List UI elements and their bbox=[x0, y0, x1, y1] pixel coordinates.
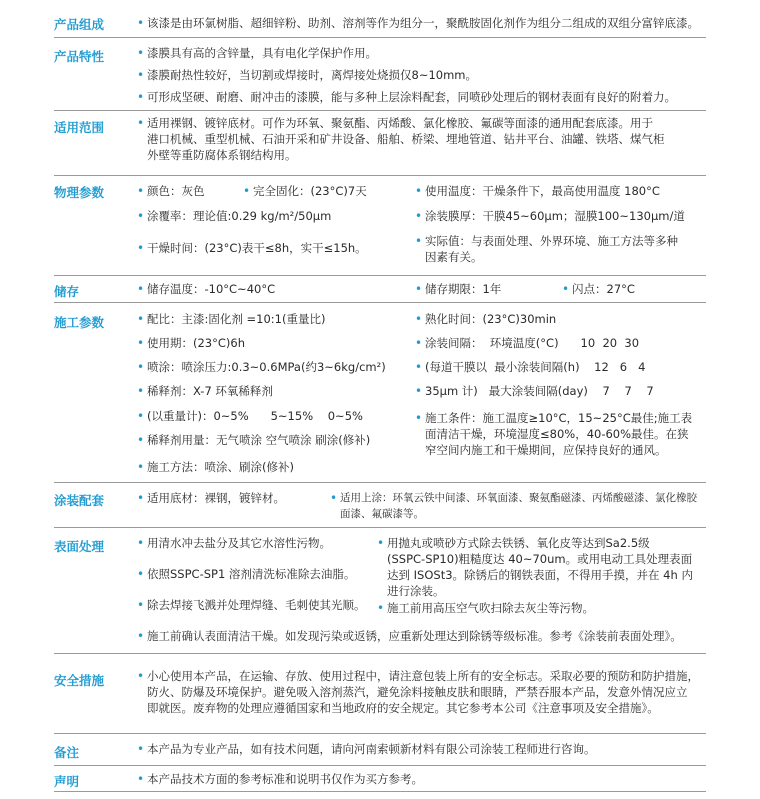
composition-item: • 该漆是由环氯树脂、超细锌粉、助剂、溶剂等作为组分一，聚酰胺固化剂作为组分二组成的双组分富锌底漆。 bbox=[147, 15, 699, 31]
application-right-item: • 熟化时间：(23°C)30min bbox=[425, 311, 556, 327]
physical-actual bbox=[425, 233, 678, 265]
section-label-scope: 适用范围 bbox=[54, 120, 105, 135]
application-left-item: • 使用期：(23°C)6h bbox=[147, 335, 245, 351]
scope-item bbox=[147, 115, 665, 163]
section-label-surface: 表面处理 bbox=[54, 539, 105, 554]
surface-confirm: • 施工前确认表面清洁干燥。如发现污染或返锈，应重新处理达到除锈等级标准。参考《涂装前表面处理》。 bbox=[147, 628, 682, 644]
surface-left-item: • 用清水冲去盐分及其它水溶性污物。 bbox=[147, 535, 331, 551]
divider bbox=[54, 37, 706, 38]
application-left-item: • 施工方法：喷涂、刷涂(修补) bbox=[147, 459, 294, 475]
physical-coverage: • 涂覆率：理论值:0.29 kg/m²/50μm bbox=[147, 208, 331, 224]
surface-blast-line: 达到 ISOSt3。除锈后的钢铁表面，不得用手摸，并在 4h 内 bbox=[387, 568, 693, 582]
divider bbox=[54, 791, 706, 792]
system-top bbox=[340, 490, 697, 522]
application-right-item: • 涂装间隔： 环境温度(°C) 10 20 30 bbox=[425, 335, 639, 351]
scope-line: 港口机械、重型机械、石油开采和矿井设备、船舶、桥梁、埋地管道、钻井平台、油罐、铁塔、煤气柜 bbox=[147, 132, 665, 146]
surface-dust: • 施工前用高压空气吹扫除去灰尘等污物。 bbox=[387, 600, 594, 616]
section-label-statement: 声明 bbox=[54, 774, 80, 789]
divider bbox=[54, 110, 706, 111]
divider bbox=[54, 275, 706, 276]
surface-left-item: • 依照SSPC-SP1 溶剂清洗标准除去油脂。 bbox=[147, 566, 355, 582]
divider bbox=[54, 765, 706, 766]
application-conditions-line: 窄空间内施工和干燥期间，应保持良好的通风。 bbox=[425, 443, 667, 457]
application-conditions bbox=[425, 410, 692, 458]
section-label-application: 施工参数 bbox=[54, 315, 105, 330]
storage-period: • 储存期限：1年 bbox=[425, 281, 501, 297]
application-left-item: • 稀释剂：X-7 环氧稀释剂 bbox=[147, 383, 273, 399]
section-label-storage: 储存 bbox=[54, 284, 80, 299]
divider bbox=[54, 302, 706, 303]
section-label-remarks: 备注 bbox=[54, 745, 80, 760]
divider bbox=[54, 175, 706, 176]
system-top-line: • 适用上涂：环氧云铁中间漆、环氧面漆、聚氨酯磁漆、丙烯酸磁漆、氯化橡胶 bbox=[340, 492, 697, 504]
section-label-features: 产品特性 bbox=[54, 49, 105, 64]
application-conditions-line: 面清洁干燥，环境湿度≤80%，40-60%最佳。在狭 bbox=[425, 427, 689, 441]
application-right-item: • 35μm 计) 最大涂装间隔(day) 7 7 7 bbox=[425, 383, 654, 399]
physical-cure: • 完全固化：(23°C)7天 bbox=[253, 183, 367, 199]
safety-line: • 小心使用本产品，在运输、存放、使用过程中，请注意包装上所有的安全标志。采取必要的预防和防护措施， bbox=[147, 669, 699, 683]
storage-flash: • 闪点：27°C bbox=[572, 281, 635, 297]
application-left-item: • 喷涂：喷涂压力:0.3~0.6MPa(约3~6kg/cm²) bbox=[147, 359, 386, 375]
surface-blast-line: • 用抛丸或喷砂方式除去铁锈、氧化皮等达到Sa2.5级 bbox=[387, 536, 650, 550]
physical-dry: • 干燥时间：(23°C)表干≤8h，实干≤15h。 bbox=[147, 240, 367, 256]
divider bbox=[54, 527, 706, 528]
divider bbox=[54, 482, 706, 483]
surface-blast-line: 进行涂装。 bbox=[387, 584, 445, 598]
physical-use-temp: • 使用温度：干燥条件下，最高使用温度 180°C bbox=[425, 183, 660, 199]
features-item: • 漆膜具有高的含锌量，具有电化学保护作用。 bbox=[147, 45, 377, 61]
safety-line: 防火、防爆及环境保护。避免吸入溶剂蒸汽，避免涂料接触皮肤和眼睛，严禁吞服本产品，发意外情况应立 bbox=[147, 685, 688, 699]
surface-blast bbox=[387, 535, 693, 599]
statement-item: • 本产品技术方面的参考标准和说明书仅作为买方参考。 bbox=[147, 771, 423, 787]
safety-line: 即就医。废弃物的处理应遵循国家和当地政府的安全规定。其它参考本公司《注意事项及安全措施》。 bbox=[147, 701, 659, 715]
storage-temp: • 储存温度：-10°C~40°C bbox=[147, 281, 275, 297]
physical-actual-line: 因素有关。 bbox=[425, 250, 483, 264]
section-label-physical: 物理参数 bbox=[54, 185, 105, 200]
system-top-line: 面漆、氟碳漆等。 bbox=[340, 508, 424, 520]
surface-blast-line: (SSPC-SP10)粗糙度达 40~70um。或用电动工具处理表面 bbox=[387, 552, 693, 566]
system-base: • 适用底材：裸钢，镀锌材。 bbox=[147, 490, 285, 506]
safety-item bbox=[147, 668, 699, 716]
section-label-composition: 产品组成 bbox=[54, 17, 105, 32]
application-left-item: • 配比：主漆:固化剂 =10:1(重量比) bbox=[147, 311, 325, 327]
section-label-safety: 安全措施 bbox=[54, 673, 105, 688]
scope-line: • 适用裸钢、镀锌底材。可作为环氧、聚氨酯、丙烯酸、氯化橡胶、氟碳等面漆的通用配套底漆。用于 bbox=[147, 116, 653, 130]
surface-left-item: • 除去焊接飞溅并处理焊缝、毛刺使其光顺。 bbox=[147, 597, 366, 613]
features-item: • 漆膜耐热性较好，当切割或焊接时，离焊接处烧损仅8~10mm。 bbox=[147, 67, 477, 83]
section-label-system: 涂装配套 bbox=[54, 493, 105, 508]
application-left-item: • (以重量计)：0~5% 5~15% 0~5% bbox=[147, 408, 363, 424]
physical-color: • 颜色：灰色 bbox=[147, 183, 205, 199]
features-item: • 可形成坚硬、耐磨、耐冲击的漆膜，能与多种上层涂料配套，同喷砂处理后的钢材表面有良好的附着力。 bbox=[147, 89, 676, 105]
physical-actual-line: • 实际值：与表面处理、外界环境、施工方法等多种 bbox=[425, 234, 678, 248]
application-left-item: • 稀释剂用量：无气喷涂 空气喷涂 刷涂(修补) bbox=[147, 432, 370, 448]
application-conditions-line: • 施工条件：施工温度≥10°C，15~25°C最佳;施工表 bbox=[425, 411, 693, 425]
scope-line: 外壁等重防腐体系钢结构用。 bbox=[147, 148, 297, 162]
physical-film: • 涂装膜厚：干膜45~60μm；湿膜100~130μm/道 bbox=[425, 208, 685, 224]
application-right-item: • (每道干膜以 最小涂装间隔(h) 12 6 4 bbox=[425, 359, 645, 375]
remarks-item: • 本产品为专业产品，如有技术问题，请向河南索顿新材料有限公司涂装工程师进行咨询。 bbox=[147, 741, 596, 757]
divider bbox=[54, 733, 706, 734]
divider bbox=[54, 653, 706, 654]
